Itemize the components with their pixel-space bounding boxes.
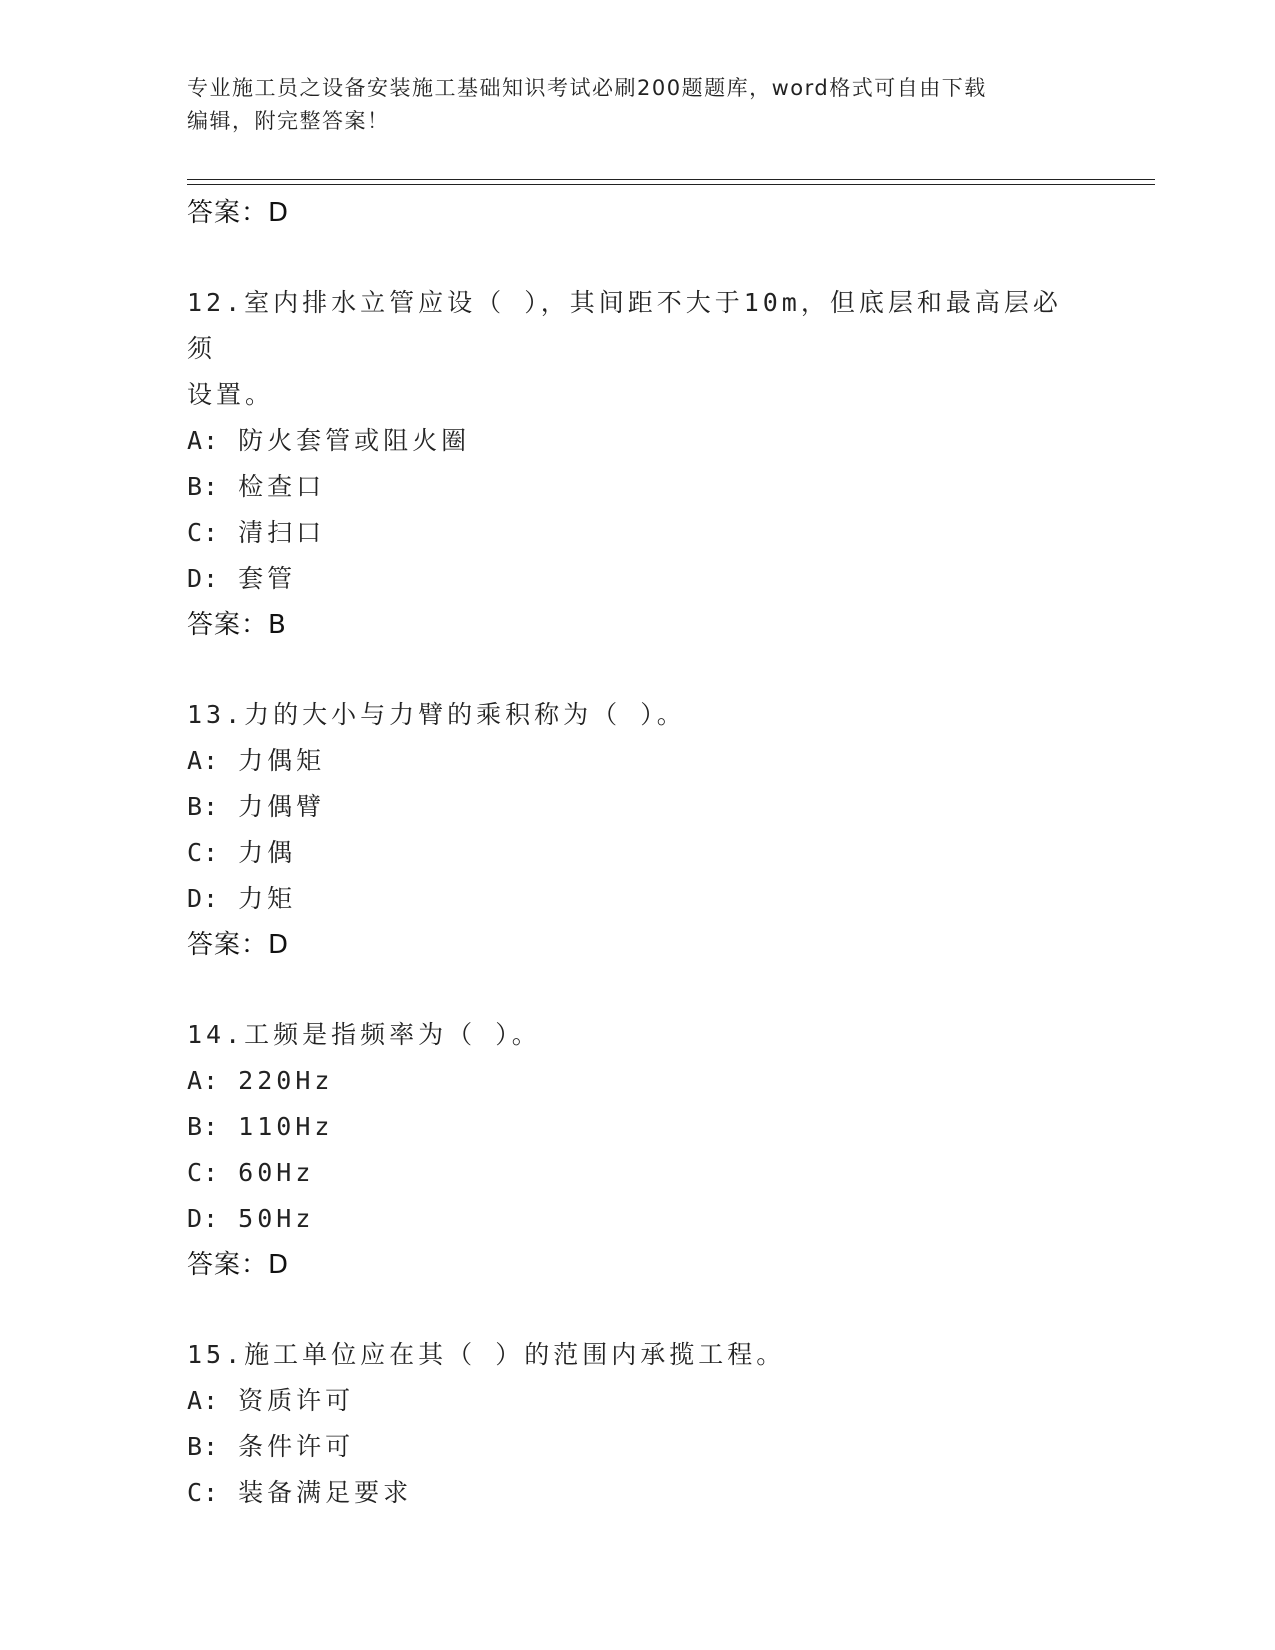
option-text: 力偶矩 — [238, 746, 326, 775]
question-15 — [187, 1332, 1087, 1516]
option-a — [187, 1378, 1087, 1424]
option-text: 装备满足要求 — [238, 1478, 413, 1507]
option-label: C: — [187, 1478, 220, 1507]
option-b — [187, 464, 1087, 510]
option-label: D: — [187, 884, 220, 913]
option-a — [187, 738, 1087, 784]
option-c — [187, 1150, 1087, 1196]
page-header — [187, 72, 1087, 138]
option-c — [187, 830, 1087, 876]
question-stem — [187, 1012, 1087, 1058]
option-label: B: — [187, 1432, 220, 1461]
option-text: 检查口 — [238, 472, 326, 501]
question-stem — [187, 692, 1087, 738]
option-c — [187, 510, 1087, 556]
option-label: B: — [187, 792, 220, 821]
option-text: 60Hz — [238, 1158, 315, 1187]
question-stem-line-1: 14.工频是指频率为（ ）。 — [187, 1020, 541, 1049]
option-a — [187, 418, 1087, 464]
answer: 答案：D — [187, 1250, 290, 1280]
option-d — [187, 1196, 1087, 1242]
header-divider-bottom — [187, 184, 1155, 185]
question-stem — [187, 280, 1087, 418]
option-text: 220Hz — [238, 1066, 334, 1095]
option-text: 套管 — [238, 564, 297, 593]
answer: 答案：D — [187, 930, 290, 960]
option-text: 110Hz — [238, 1112, 334, 1141]
option-a — [187, 1058, 1087, 1104]
option-text: 力矩 — [238, 884, 297, 913]
question-13 — [187, 692, 1087, 968]
question-12 — [187, 280, 1087, 648]
option-label: C: — [187, 838, 220, 867]
option-text: 资质许可 — [238, 1386, 355, 1415]
option-d — [187, 556, 1087, 602]
question-stem-line-2: 设置。 — [187, 380, 275, 409]
previous-answer: 答案：D — [187, 198, 290, 228]
option-label: B: — [187, 1112, 220, 1141]
option-text: 防火套管或阻火圈 — [238, 426, 471, 455]
option-label: A: — [187, 1386, 220, 1415]
question-stem-line-1: 15.施工单位应在其（ ）的范围内承揽工程。 — [187, 1340, 786, 1369]
option-label: D: — [187, 564, 220, 593]
option-b — [187, 1424, 1087, 1470]
option-label: A: — [187, 426, 220, 455]
question-stem-line-1: 13.力的大小与力臂的乘积称为（ ）。 — [187, 700, 686, 729]
option-text: 力偶臂 — [238, 792, 326, 821]
header-divider-top — [187, 179, 1155, 180]
option-label: A: — [187, 1066, 220, 1095]
option-label: C: — [187, 1158, 220, 1187]
header-line-1: 专业施工员之设备安装施工基础知识考试必刷200题题库，word格式可自由下载 — [187, 76, 987, 100]
option-label: A: — [187, 746, 220, 775]
option-label: B: — [187, 472, 220, 501]
answer: 答案：B — [187, 610, 287, 640]
option-b — [187, 784, 1087, 830]
question-list — [187, 190, 1087, 1516]
header-line-2: 编辑，附完整答案！ — [187, 109, 390, 133]
option-text: 50Hz — [238, 1204, 315, 1233]
option-label: C: — [187, 518, 220, 547]
option-text: 清扫口 — [238, 518, 326, 547]
question-14 — [187, 1012, 1087, 1288]
option-label: D: — [187, 1204, 220, 1233]
option-b — [187, 1104, 1087, 1150]
option-text: 力偶 — [238, 838, 297, 867]
question-stem-line-1: 12.室内排水立管应设（ ），其间距不大于10m，但底层和最高层必须 — [187, 288, 1062, 363]
option-text: 条件许可 — [238, 1432, 355, 1461]
question-stem — [187, 1332, 1087, 1378]
option-d — [187, 876, 1087, 922]
option-c — [187, 1470, 1087, 1516]
